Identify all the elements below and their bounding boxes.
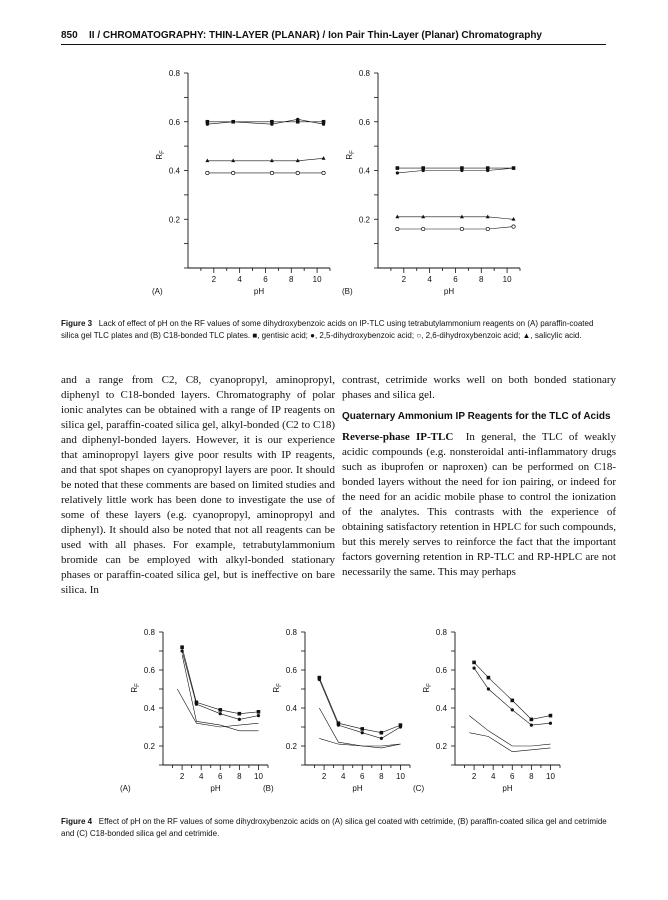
- paragraph: contrast, cetrimide works well on both bonded stationary phases and silica gel.: [342, 374, 616, 401]
- x-tick-label: 6: [263, 275, 268, 284]
- y-axis-label: $R_F$: [155, 150, 166, 160]
- dot-marker: [238, 718, 241, 721]
- x-axis-label: pH: [502, 784, 513, 793]
- dot-marker: [472, 667, 475, 670]
- panel-label: (B): [342, 287, 353, 296]
- y-axis-label-subscript: F: [350, 150, 356, 154]
- x-tick-label: 8: [479, 275, 484, 284]
- chart-panel-fig4C: [413, 628, 560, 793]
- x-axis-label: pH: [443, 287, 455, 296]
- y-tick-label: 0.8: [358, 69, 370, 78]
- square-marker: [257, 710, 261, 714]
- x-tick-label: 2: [401, 275, 407, 284]
- chart-panel-fig4A: [120, 628, 268, 793]
- y-tick-label: 0.4: [358, 166, 370, 176]
- y-axis-label-subscript: F: [135, 683, 141, 687]
- y-tick-label: 0.6: [143, 666, 155, 675]
- y-tick-label: 0.2: [168, 215, 180, 225]
- y-tick-label: 0.8: [168, 69, 180, 78]
- x-tick-label: 2: [179, 772, 185, 781]
- series-line: [469, 716, 550, 746]
- y-axis-label-subscript: F: [277, 683, 283, 687]
- dot-marker: [380, 737, 383, 740]
- x-tick-label: 10: [502, 275, 512, 284]
- y-tick-label: 0.8: [143, 628, 155, 637]
- x-tick-label: 2: [321, 772, 327, 781]
- runin-heading: Reverse-phase IP-TLC: [342, 431, 454, 443]
- panel-label: (A): [152, 287, 163, 296]
- y-tick-label: 0.6: [358, 117, 370, 127]
- square-marker: [472, 661, 476, 665]
- chart-panel-fig4B: [263, 628, 410, 793]
- figure-4-caption-text: Effect of pH on the RF values of some dihydroxybenzoic acids on (A) silica gel coated with cetrimide, (B) paraffin-coated silica gel and cetrimide and (C) C18-bonded silica gel and cetrimide.: [61, 817, 607, 838]
- y-tick-label: 0.6: [168, 117, 180, 127]
- series-line: [474, 668, 550, 725]
- square-marker: [238, 712, 242, 716]
- figure-4-caption: [61, 816, 611, 839]
- y-tick-label: 0.2: [358, 215, 370, 225]
- square-marker: [218, 708, 222, 712]
- x-tick-label: 4: [340, 772, 346, 781]
- square-marker: [180, 645, 184, 649]
- square-marker: [530, 718, 534, 722]
- x-tick-label: 10: [396, 772, 405, 781]
- x-tick-label: 8: [529, 772, 534, 781]
- figure-4-label: Figure 4: [61, 817, 93, 826]
- x-tick-label: 8: [379, 772, 384, 781]
- square-marker: [360, 727, 364, 731]
- dot-marker: [180, 649, 183, 652]
- square-marker: [380, 731, 384, 735]
- y-tick-label: 0.4: [435, 704, 447, 713]
- dot-marker: [318, 678, 321, 681]
- dot-marker: [549, 722, 552, 725]
- y-tick-label: 0.6: [435, 666, 447, 675]
- dot-marker: [530, 724, 533, 727]
- x-tick-label: 4: [490, 772, 496, 781]
- y-tick-label: 0.2: [285, 742, 297, 751]
- dot-marker: [511, 708, 514, 711]
- figure-3-label: Figure 3: [61, 319, 93, 328]
- x-tick-label: 4: [198, 772, 204, 781]
- figure-3-caption-text: Lack of effect of pH on the RF values of some dihydroxybenzoic acids on IP-TLC using tetrabutylammonium reagents on (A) paraffin-coated silica gel TLC plates and (B) C18-bonded TLC plates. ■, gentisic acid; ●, 2,5-dihydroxybenzoic acid; ○, 2,6-dihydroxybenzoic acid; ▲, salicylic acid.: [61, 319, 594, 340]
- x-tick-label: 6: [360, 772, 365, 781]
- x-axis-label: pH: [253, 287, 265, 296]
- x-tick-label: 4: [427, 275, 432, 284]
- square-marker: [487, 676, 491, 680]
- x-tick-label: 6: [453, 275, 458, 284]
- paragraph-text: In general, the TLC of weakly acidic compounds (e.g. nonsteroidal anti-inflammatory drugs such as ibuprofen or naproxen) can be performed on C18-bonded layers without the need for ion pairing, or indeed for the need for an acidic mobile phase to control the ionization of the analytes. This contrasts with the experience of obtaining satisfactory retention in HPLC for such compounds, but this merely serves to reinforce the fact that the important factors governing retention in RP-TLC and RP-HPLC are not necessarily the same. This may perhaps: [342, 431, 616, 578]
- section-subheading: Quaternary Ammonium IP Reagents for the TLC of Acids: [342, 411, 611, 422]
- square-marker: [549, 714, 553, 718]
- x-tick-label: 10: [254, 772, 263, 781]
- series-line: [319, 678, 400, 733]
- y-tick-label: 0.8: [285, 628, 297, 637]
- dot-marker: [219, 712, 222, 715]
- y-axis-label: $R_F$: [345, 150, 356, 160]
- y-tick-label: 0.2: [435, 742, 447, 751]
- running-title: II / CHROMATOGRAPHY: THIN-LAYER (PLANAR) / Ion Pair Thin-Layer (Planar) Chromatography: [89, 30, 542, 41]
- x-axis-label: pH: [210, 784, 221, 793]
- y-tick-label: 0.4: [285, 704, 297, 713]
- x-tick-label: 10: [546, 772, 555, 781]
- x-tick-label: 2: [211, 275, 217, 284]
- series-line: [182, 647, 258, 714]
- panel-label: (B): [263, 784, 274, 793]
- panel-label: (A): [120, 784, 131, 793]
- x-tick-label: 10: [312, 275, 322, 284]
- x-tick-label: 6: [218, 772, 223, 781]
- dot-marker: [195, 703, 198, 706]
- y-axis-label: $R_F$: [422, 683, 433, 693]
- y-axis-label-subscript: F: [160, 150, 166, 154]
- x-tick-label: 8: [237, 772, 242, 781]
- x-tick-label: 4: [237, 275, 242, 284]
- page-number: 850: [61, 30, 78, 41]
- dot-marker: [361, 731, 364, 734]
- x-tick-label: 2: [471, 772, 477, 781]
- dot-marker: [257, 714, 260, 717]
- paragraph: and a range from C2, C8, cyanopropyl, aminopropyl, diphenyl to C18-bonded layers. Chromatography of polar ionic analytes can be obtained with a range of IP reagents on silica gel, paraffin-coated silica gel, alkyl-bonded (C2 to C18) and diphenyl-bonded layers. However, it is our experience that aminopropyl layers give poor results with IP reagents, and that spot shapes on cyanopropyl layers are poor. It should be noted that these comments are based on limited studies and relatively little work has been done to investigate the use of some of these layers (e.g. cyanopropyl, aminopropyl and diphenyl). It should also be noted that not all reagents can be used with all phases. For example, tetrabutylammonium bromide can be employed with alkyl-bonded stationary phases or paraffin-coated silica gel, but is ineffective on bare silica. In: [61, 374, 335, 596]
- panel-label: (C): [413, 784, 425, 793]
- dot-marker: [337, 724, 340, 727]
- y-tick-label: 0.8: [435, 628, 447, 637]
- series-line: [177, 689, 258, 727]
- x-tick-label: 8: [289, 275, 294, 284]
- y-tick-label: 0.4: [168, 166, 180, 176]
- y-axis-label-subscript: F: [427, 683, 433, 687]
- y-tick-label: 0.4: [143, 704, 155, 713]
- x-axis-label: pH: [352, 784, 363, 793]
- y-tick-label: 0.6: [285, 666, 297, 675]
- x-tick-label: 6: [510, 772, 515, 781]
- square-marker: [510, 699, 514, 703]
- series-line: [319, 738, 400, 746]
- dot-marker: [399, 725, 402, 728]
- y-axis-label: $R_F$: [130, 683, 141, 693]
- y-axis-label: $R_F$: [272, 683, 283, 693]
- y-tick-label: 0.2: [143, 742, 155, 751]
- dot-marker: [487, 687, 490, 690]
- series-line: [469, 733, 550, 752]
